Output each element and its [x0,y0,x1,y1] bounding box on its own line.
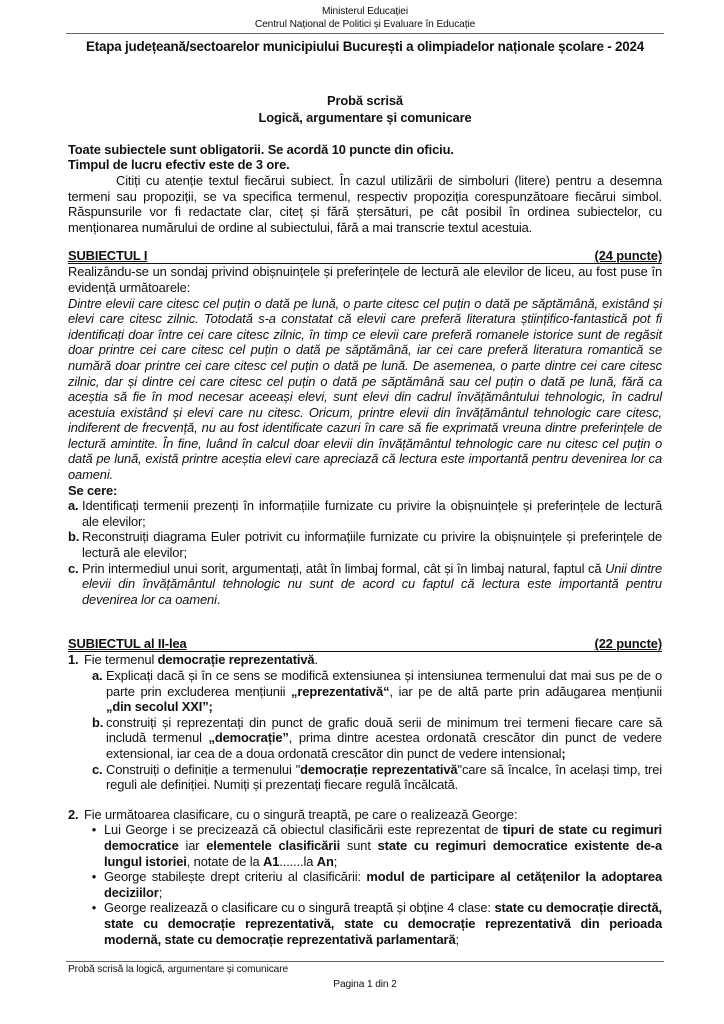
item-text [106,668,662,715]
bold-text: A1 [263,853,280,869]
bold-text: An [316,853,334,869]
text: ; [333,853,338,869]
text: construiți și reprezentați din punct de grafic două serii de minimum trei termeni fiecare care să includă termenul [106,714,662,746]
item-text-italic: Unii dintre elevii din învățământul tehnologic nu sunt de acord cu faptul că lectura este importantă pentru devenirea lor ca oameni [82,560,662,607]
subject-2-points: (22 puncte) [594,636,662,652]
item-text: Identificați termenii prezenți în informațiile furnizate cu privire la obișnuințele și preferințele de lectură ale elevilor; [82,498,662,529]
bullet-icon: • [91,900,97,916]
text: , notate de la [186,853,264,869]
text: , prima dintre acestea ordonată crescător din punct de vedere extensional, iar cea de a doua ordonată crescător din punct de vedere intensional [106,730,662,761]
subject-2-header [68,637,662,652]
text: , iar pe de altă parte prin adăugarea mențiunii [389,683,662,699]
requirements-label: Se cere: [68,482,118,498]
instructions-mandatory: Toate subiectele sunt obligatorii. Se acordă 10 puncte din oficiu. [68,141,454,157]
subject-1-text: Dintre elevii care citesc cel puțin o dată pe lună, o parte citesc cel puțin o dată pe săptămână, existând și elevi care citesc zilnic. Totodată s-a constatat că elevii care preferă literatura științifico-fantastică pot fi identificați doar între cei care citesc zilnic, în timp ce elevii care preferă romanele istorice sunt de regăsit doar printre cei care citesc cel puțin o dată pe săptămână, iar cei care preferă literatura romantică se numără doar printre cei care citesc cel puțin o dată pe lună. De asemenea, o parte dintre cei care citesc zilnic, dar și dintre cei care citesc cel puțin o dată pe săptămână sau cel puțin o dată pe lună, fără ca aceștia să fie în mod necesar aceeași elevi, sunt elevi din cadrul învățământului tehnologic, în cadrul acestuia existând și elevi care nu citesc. Oricum, printre elevii din învățământul tehnologic care citesc, indiferent de frecvență, nu au fost identificate cazuri în care să fie exprimată vreuna dintre preferințele de lectură amintite. În fine, luând în calcul doar elevii din învățământul tehnologic care nu citesc cel puțin o dată pe lună, există printre aceștia elevi care apreciază că lectura este importantă pentru devenirea lor ca oameni. [68,295,662,483]
center-name: Centrul Național de Politici și Evaluare în Educație [254,18,476,30]
bold-text: state cu regimuri democratice existente de-a lungul istoriei [104,837,662,869]
q1-end: . [314,652,318,668]
q2-text: Fie următoarea clasificare, cu o singură treaptă, pe care o realizează George: [84,806,518,822]
item-label: b. [92,714,104,730]
exam-type: Probă scrisă [327,92,403,108]
text: Lui George i se precizează că obiectul clasificării este reprezentat de [104,822,503,838]
header-divider [66,33,664,34]
subject-2 [68,637,662,792]
requirement-a [68,498,662,529]
footer-left: Probă scrisă la logică, argumentare și comunicare [68,964,289,976]
requirement-b [68,529,662,560]
bullet-item [84,822,662,869]
text: .......la [279,853,317,869]
item-text-end: . [216,591,221,607]
bold-text: tipuri de state cu regimuri democratice [104,822,662,853]
bullet-icon: • [91,822,97,838]
question-2-body [84,807,662,947]
question-1a [92,668,662,715]
bullet-item [84,900,662,947]
subject-1 [68,249,662,607]
exam-title-block [68,93,662,126]
item-text [106,715,662,762]
bold-text: state cu democrație directă, state cu democrație reprezentativă, state cu democrație reprezentativă din perioada modernă, state cu democrație reprezentativă parlamentară [104,900,662,947]
text: iar [178,837,207,853]
item-label: a. [92,668,103,683]
bold-text: elementele clasificării [206,837,341,853]
bold-text: democrație reprezentativă [300,761,458,777]
item-label: b. [68,529,80,545]
question-1 [68,652,662,792]
subject-1-points: (24 puncte) [594,248,662,264]
instructions-paragraph: Citiți cu atenție textul fiecărui subiect. În cazul utilizării de simboluri (litere) pentru a desemna termeni sau propoziții, se va specifica termenul, respectiv propoziția corespunzătoare fiecărui simbol. Răspunsurile vor fi redactate clar, citeț și fără ștersături, pe cât posibil în ordinea subiectelor, cu menționarea numărului de ordine al subiectului, fără a mai transcrie textul acestuia. [68,172,662,235]
question-1c [92,762,662,793]
text: Explicați dacă și în ce sens se modifică extensiunea și intensiunea termenului dat mai sus pe de o parte prin excluderea mențiunii [106,668,662,699]
item-label: c. [68,560,79,576]
question-label: 2. [68,806,79,822]
exam-subject: Logică, argumentare și comunicare [258,110,472,126]
text: sunt [340,837,378,853]
q1-pre: Fie termenul [84,652,158,668]
item-label: c. [92,761,103,777]
instructions-time: Timpul de lucru efectiv este de 3 ore. [68,157,290,173]
footer-divider [66,961,664,962]
text: George realizează o clasificare cu o singură treaptă și obține 4 clase: [104,900,495,916]
subject-1-intro: Realizându-se un sondaj privind obișnuințele și preferințele de lectură ale elevilor de liceu, au fost puse în evidență următoarele: [68,264,662,295]
question-label: 1. [68,652,79,668]
page-number: Pagina 1 din 2 [333,978,397,990]
question-2 [68,807,662,947]
question-1b [92,715,662,762]
subject-1-header [68,249,662,264]
bold-text: „din secolul XXI”; [106,699,213,715]
text: "care să încalce, în același timp, trei reguli ale definiției. Numiți și prezentați fiecare regulă încălcată. [106,761,662,793]
item-label: a. [68,498,79,514]
stage-title: Etapa județeană/sectoarelor municipiului București a olimpiadelor naționale școlare - 2024 [86,38,644,54]
subject-2-title: SUBIECTUL al II-lea [68,636,187,652]
text: George stabilește drept criteriu al clasificării: [104,869,367,885]
bold-text: ; [561,745,566,761]
bullet-icon: • [91,869,97,885]
bold-text: „democrație” [208,730,289,746]
text: ; [455,931,459,947]
requirement-c [68,561,662,608]
bold-text: modul de participare al cetățenilor la adoptarea deciziilor [104,869,662,900]
bullet-item [84,869,662,900]
bold-text: „reprezentativă“ [291,683,390,699]
page-header [68,6,662,32]
ministry-name: Ministerul Educației [322,6,408,17]
item-text [82,561,662,608]
instructions [68,142,662,236]
item-text: Reconstruiți diagrama Euler potrivit cu informațiile furnizate cu privire la obișnuințele și preferințele de lectură ale elevilor; [82,529,662,561]
text: Construiți o definiție a termenului " [106,761,301,777]
text: ; [158,884,163,900]
q1-term: democrație reprezentativă [157,652,315,668]
item-text [106,762,662,793]
q2-bullets [84,822,662,947]
question-1-body [84,652,662,792]
subject-1-title: SUBIECTUL I [68,248,148,264]
item-text-plain: Prin intermediul unui sorit, argumentați, atât în limbaj formal, cât și în limbaj natural, faptul că [82,560,606,576]
